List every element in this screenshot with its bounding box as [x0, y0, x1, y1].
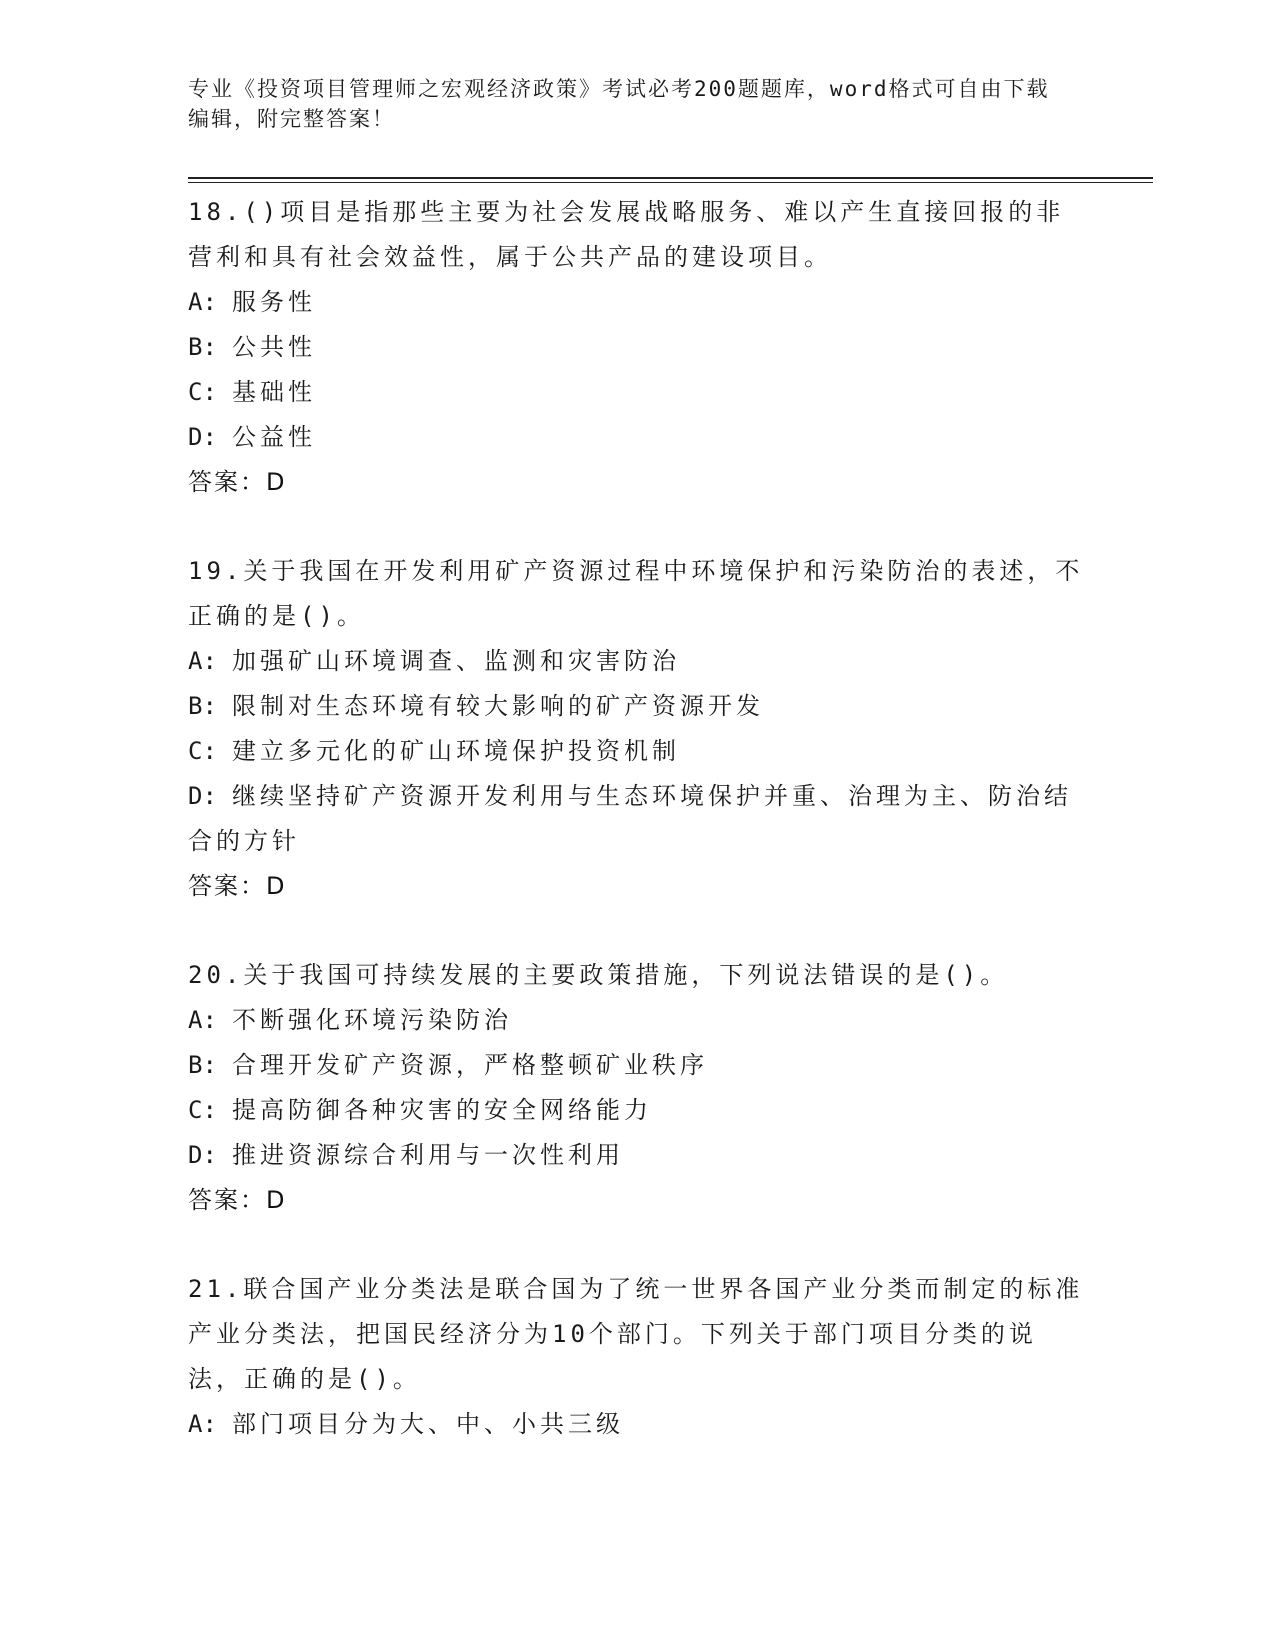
option-d — [188, 415, 1088, 460]
answer-label: 答案：D — [188, 1186, 287, 1214]
option-b — [188, 1043, 1088, 1088]
option-letter: D: — [188, 782, 217, 810]
option-letter: C: — [188, 378, 217, 406]
option-text: 基础性 — [232, 378, 316, 406]
document-header: 专业《投资项目管理师之宏观经济政策》考试必考200题题库，word格式可自由下载编辑，附完整答案！ — [188, 77, 1050, 131]
option-letter: B: — [188, 692, 217, 720]
option-text: 公益性 — [232, 423, 316, 451]
option-text: 限制对生态环境有较大影响的矿产资源开发 — [232, 692, 764, 720]
answer-label: 答案：D — [188, 468, 287, 496]
header-divider-thin — [188, 182, 1153, 183]
option-letter: B: — [188, 333, 217, 361]
option-text: 建立多元化的矿山环境保护投资机制 — [232, 737, 680, 765]
option-text: 推进资源综合利用与一次性利用 — [232, 1141, 624, 1169]
option-a — [188, 280, 1088, 325]
question-20 — [188, 953, 1088, 1223]
option-text: 合理开发矿产资源，严格整顿矿业秩序 — [232, 1051, 708, 1079]
option-text: 不断强化环境污染防治 — [232, 1006, 512, 1034]
option-a — [188, 1402, 1088, 1447]
option-d — [188, 1133, 1088, 1178]
option-letter: D: — [188, 423, 217, 451]
option-letter: B: — [188, 1051, 217, 1079]
question-stem: 19.关于我国在开发利用矿产资源过程中环境保护和污染防治的表述，不正确的是()。 — [188, 557, 1084, 630]
option-c — [188, 370, 1088, 415]
option-letter: A: — [188, 1410, 217, 1438]
question-18 — [188, 190, 1088, 505]
option-d — [188, 774, 1088, 864]
option-text: 继续坚持矿产资源开发利用与生态环境保护并重、治理为主、防治结合的方针 — [188, 782, 1072, 855]
option-b — [188, 684, 1088, 729]
question-21 — [188, 1267, 1088, 1447]
answer-label: 答案：D — [188, 872, 287, 900]
header-divider-thick — [188, 177, 1153, 179]
question-19 — [188, 549, 1088, 909]
option-text: 公共性 — [232, 333, 316, 361]
question-stem: 18.()项目是指那些主要为社会发展战略服务、难以产生直接回报的非营利和具有社会效益性，属于公共产品的建设项目。 — [188, 198, 1065, 271]
option-text: 部门项目分为大、中、小共三级 — [232, 1410, 624, 1438]
question-list — [188, 190, 1088, 1491]
option-c — [188, 729, 1088, 774]
option-a — [188, 639, 1088, 684]
question-stem: 21.联合国产业分类法是联合国为了统一世界各国产业分类而制定的标准产业分类法，把国民经济分为10个部门。下列关于部门项目分类的说法，正确的是()。 — [188, 1275, 1084, 1393]
option-letter: D: — [188, 1141, 217, 1169]
option-c — [188, 1088, 1088, 1133]
option-letter: A: — [188, 288, 217, 316]
option-text: 服务性 — [232, 288, 316, 316]
option-letter: A: — [188, 647, 217, 675]
option-text: 提高防御各种灾害的安全网络能力 — [232, 1096, 652, 1124]
option-b — [188, 325, 1088, 370]
option-text: 加强矿山环境调查、监测和灾害防治 — [232, 647, 680, 675]
option-a — [188, 998, 1088, 1043]
option-letter: C: — [188, 737, 217, 765]
option-letter: A: — [188, 1006, 217, 1034]
option-letter: C: — [188, 1096, 217, 1124]
question-stem: 20.关于我国可持续发展的主要政策措施，下列说法错误的是()。 — [188, 961, 1009, 989]
